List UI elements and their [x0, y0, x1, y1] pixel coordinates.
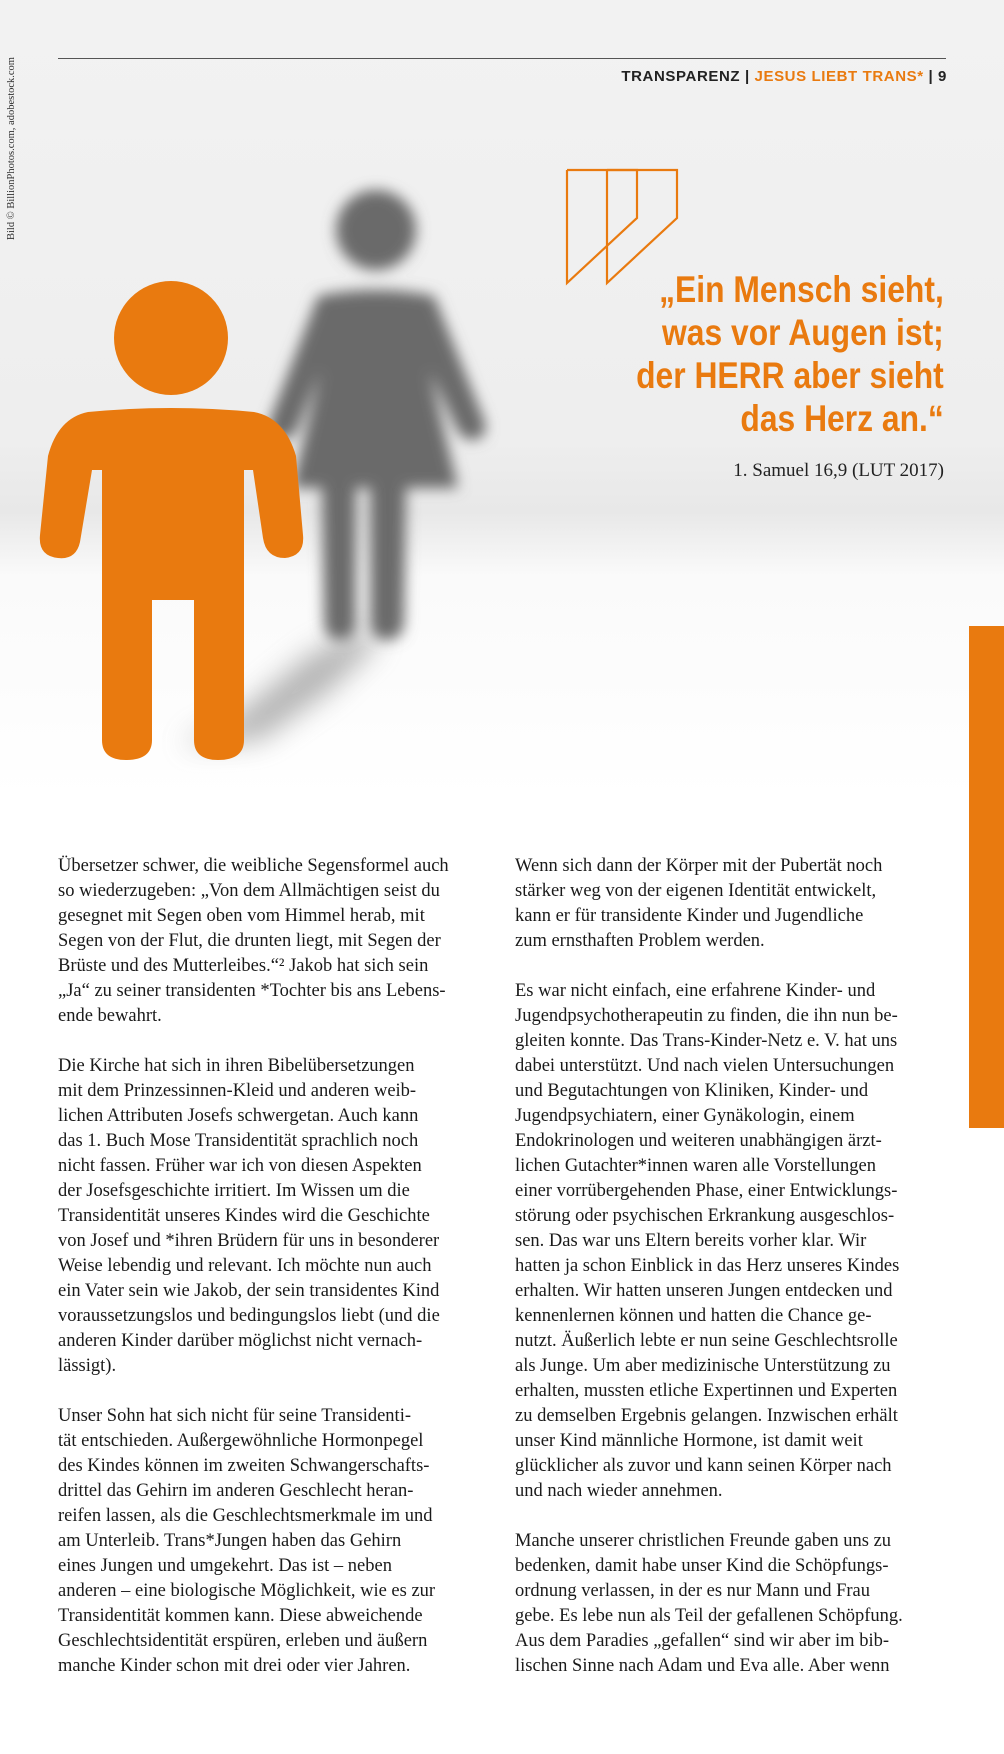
text-line: Endokrinologen und weiteren unabhängigen ärzt- [515, 1131, 882, 1151]
text-line: manche Kinder schon mit drei oder vier Jahren. [58, 1656, 411, 1676]
text-line: drittel das Gehirn im anderen Geschlecht heran- [58, 1481, 414, 1501]
text-line: Es war nicht einfach, eine erfahrene Kinder- und [515, 981, 876, 1001]
text-line: einer vorrübergehenden Phase, einer Entwicklungs- [515, 1181, 898, 1201]
text-line: nicht fassen. Früher war ich von diesen Aspekten [58, 1156, 422, 1176]
text-line: anderen – eine biologische Möglichkeit, wie es zur [58, 1581, 436, 1601]
text-line: erhalten. Wir hatten unseren Jungen entdecken und [515, 1281, 893, 1301]
male-figure-orange [40, 281, 303, 760]
text-line: bedenken, damit habe unser Kind die Schöpfungs- [515, 1556, 889, 1576]
text-line: und Begutachtungen von Kliniken, Kinder- und [515, 1081, 869, 1101]
text-line: kennenlernen können und hatten die Chance ge- [515, 1306, 872, 1326]
text-line: eines Jungen und umgekehrt. Das ist – neben [58, 1556, 392, 1576]
text-line: Unser Sohn hat sich nicht für seine Transidenti- [58, 1406, 411, 1426]
text-line: lischen Sinne nach Adam und Eva alle. Aber wenn [515, 1656, 890, 1676]
paragraph [515, 979, 945, 1504]
page-number: 9 [938, 68, 947, 85]
quote-line: was vor Augen ist; [662, 312, 944, 353]
quote-line: der HERR aber sieht [636, 355, 944, 396]
pull-quote [636, 268, 944, 440]
text-line: der Josefsgeschichte irritiert. Im Wissen um die [58, 1181, 410, 1201]
text-line: gesegnet mit Segen oben vom Himmel herab, mit [58, 906, 425, 926]
text-line: „Ja“ zu seiner transidenten *Tochter bis ans Lebens- [58, 981, 446, 1001]
header-topic: JESUS LIEBT TRANS* [754, 68, 924, 85]
text-line: sen. Das war uns Eltern bereits vorher klar. Wir [515, 1231, 867, 1251]
text-line: das 1. Buch Mose Transidentität sprachlich noch [58, 1131, 419, 1151]
text-line: voraussetzungslos und bedingungslos liebt (und die [58, 1306, 440, 1326]
text-line: nutzt. Äußerlich lebte er nun seine Geschlechtsrolle [515, 1331, 898, 1351]
header-rule [58, 58, 946, 59]
text-line: lichen Gutachter*innen waren alle Vorstellungen [515, 1156, 876, 1176]
text-line: hatten ja schon Einblick in das Herz unseres Kindes [515, 1256, 900, 1276]
photo-credit-text: Bild © BillionPhotos.com, adobestock.com [6, 57, 17, 240]
text-line: so wiederzugeben: „Von dem Allmächtigen seist du [58, 881, 440, 901]
quote-source: 1. Samuel 16,9 (LUT 2017) [733, 460, 944, 481]
text-line: unser Kind männliche Hormone, ist damit weit [515, 1431, 863, 1451]
text-line: ende bewahrt. [58, 1006, 162, 1026]
text-line: zu demselben Ergebnis gelangen. Inzwischen erhält [515, 1406, 898, 1426]
text-line: Weise lebendig und relevant. Ich möchte nun auch [58, 1256, 432, 1276]
text-line: ein Vater sein wie Jakob, der sein transidentes Kind [58, 1281, 440, 1301]
text-line: Jugendpsychiatern, einer Gynäkologin, einem [515, 1106, 855, 1126]
text-line: gleiten konnte. Das Trans-Kinder-Netz e. V. hat uns [515, 1031, 898, 1051]
text-line: Aus dem Paradies „gefallen“ sind wir aber im bib- [515, 1631, 889, 1651]
running-header: TRANSPARENZ | JESUS LIEBT TRANS* | 9 [621, 68, 947, 85]
orange-side-tab [969, 626, 1004, 1128]
header-section: TRANSPARENZ [621, 68, 741, 85]
text-line: Jugendpsychotherapeutin zu finden, die ihn nun be- [515, 1006, 898, 1026]
text-line: als Junge. Um aber medizinische Unterstützung zu [515, 1356, 891, 1376]
text-line: von Josef und *ihren Brüdern für uns in besonderer [58, 1231, 440, 1251]
text-line: Segen von der Flut, die drunten liegt, mit Segen der [58, 931, 441, 951]
text-line: erhalten, mussten etliche Expertinnen und Experten [515, 1381, 898, 1401]
text-line: zum ernsthaften Problem werden. [515, 931, 765, 951]
text-line: lässigt). [58, 1356, 117, 1376]
text-line: lichen Attributen Josefs schwergetan. Auch kann [58, 1106, 419, 1126]
text-line: mit dem Prinzessinnen-Kleid und anderen weib- [58, 1081, 417, 1101]
paragraph [58, 1054, 493, 1379]
text-line: störung oder psychischen Erkrankung ausgeschlos- [515, 1206, 895, 1226]
text-line: Transidentität unseres Kindes wird die Geschichte [58, 1206, 430, 1226]
text-line: anderen Kinder darüber möglichst nicht vernach- [58, 1331, 423, 1351]
text-line: am Unterleib. Trans*Jungen haben das Gehirn [58, 1531, 402, 1551]
text-line: gebe. Es lebe nun als Teil der gefallenen Schöpfung. [515, 1606, 903, 1626]
text-line: ordnung verlassen, in der es nur Mann und Frau [515, 1581, 871, 1601]
text-line: Übersetzer schwer, die weibliche Segensformel auch [58, 856, 449, 876]
text-line: reifen lassen, als die Geschlechtsmerkmale im und [58, 1506, 433, 1526]
text-column-right [515, 854, 945, 1704]
text-line: Die Kirche hat sich in ihren Bibelübersetzungen [58, 1056, 415, 1076]
quote-line: das Herz an.“ [740, 398, 944, 439]
text-line: Manche unserer christlichen Freunde gaben uns zu [515, 1531, 892, 1551]
quote-line: „Ein Mensch sieht, [659, 269, 944, 310]
text-line: Wenn sich dann der Körper mit der Pubertät noch [515, 856, 883, 876]
paragraph [515, 1529, 945, 1679]
text-line: glücklicher als zuvor und kann seinen Körper nach [515, 1456, 892, 1476]
text-line: kann er für transidente Kinder und Jugendliche [515, 906, 864, 926]
text-line: Brüste und des Mutterleibes.“² Jakob hat sich sein [58, 956, 429, 976]
text-line: Geschlechtsidentität erspüren, erleben und äußern [58, 1631, 428, 1651]
text-line: Transidentität kommen kann. Diese abweichende [58, 1606, 423, 1626]
text-line: stärker weg von der eigenen Identität entwickelt, [515, 881, 877, 901]
female-figure-shadow [269, 190, 486, 640]
paragraph [58, 1404, 493, 1679]
paragraph [515, 854, 945, 954]
paragraph [58, 854, 493, 1029]
text-line: des Kindes können im zweiten Schwangerschafts- [58, 1456, 430, 1476]
text-line: dabei unterstützt. Und nach vielen Untersuchungen [515, 1056, 895, 1076]
text-line: und nach wieder annehmen. [515, 1481, 723, 1501]
text-column-left [58, 854, 493, 1704]
text-line: tät entschieden. Außergewöhnliche Hormonpegel [58, 1431, 424, 1451]
